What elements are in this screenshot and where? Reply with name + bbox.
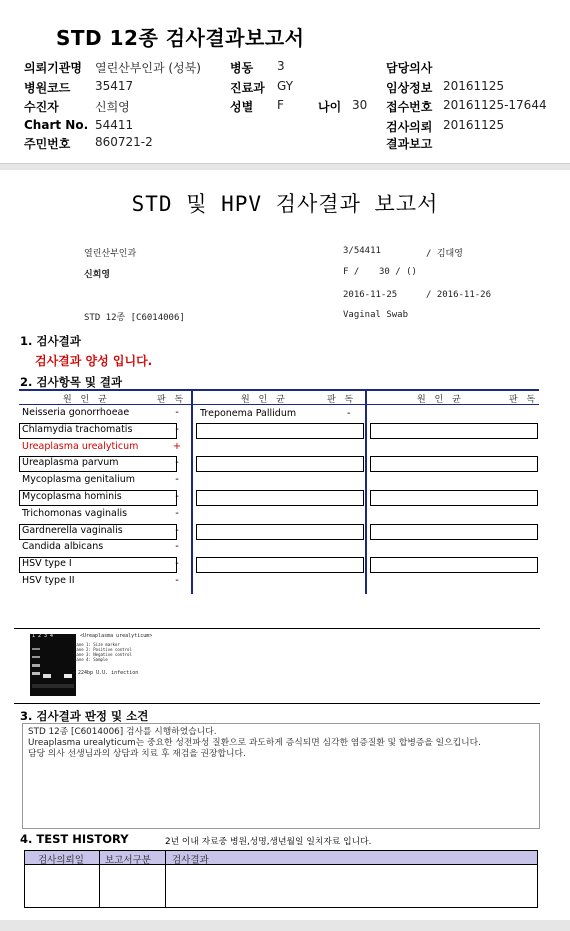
section1-title: 1. 검사결과 xyxy=(20,334,81,348)
ward-value: 3 xyxy=(277,59,285,73)
history-table xyxy=(24,850,538,908)
pathogen-name: Mycoplasma genitalium xyxy=(22,474,136,486)
doctor-label: 담당의사 xyxy=(386,61,433,75)
pathogen-name: Ureaplasma parvum xyxy=(22,457,119,469)
test-code: STD 12종 [C6014006] xyxy=(84,313,185,323)
treponema-name: Treponema Pallidum xyxy=(200,408,297,419)
clinic-name: 열린산부인과 xyxy=(84,249,137,259)
receipt-value: 20161125-17644 xyxy=(443,98,547,112)
gel-band-label: ← 224bp U.U. infection xyxy=(72,670,139,676)
results-table xyxy=(19,389,539,594)
opinion-line-2: Ureaplasma urealyticum는 중요한 성전파성 질환으로 과도하게 증식되면 심각한 염증질환 및 합병증을 일으킵니다. xyxy=(28,738,481,748)
col-pathogen-1: 원 인 균 xyxy=(63,395,110,405)
doctor-name: / 김대영 xyxy=(426,249,463,259)
gel-title: <Ureaplasma urealyticum> xyxy=(80,633,153,639)
patient-value: 신희영 xyxy=(95,100,130,114)
institution-label: 의뢰기관명 xyxy=(24,61,82,75)
history-col-date: 검사의뢰일 xyxy=(38,855,84,866)
pathogen-name: Candida albicans xyxy=(22,541,104,553)
pathogen-result: - xyxy=(175,491,179,502)
pathogen-name: HSV type II xyxy=(22,575,75,586)
pathogen-result: - xyxy=(175,407,179,418)
pathogen-result: - xyxy=(175,457,179,469)
col-pathogen-3: 원 인 균 xyxy=(417,395,464,405)
empty-cell-box xyxy=(196,524,364,540)
bottom-margin xyxy=(0,920,570,931)
gel-lane-numbers: 1 2 3 4 xyxy=(32,633,54,639)
pathogen-result: - xyxy=(175,474,179,486)
date-received: 2016-11-25 xyxy=(343,290,398,300)
chart-value: 54411 xyxy=(95,118,134,132)
report-header xyxy=(0,0,570,164)
opinion-line-3: 담당 의사 선생님과의 상담과 치료 후 재검을 권장합니다. xyxy=(28,749,246,759)
age: 30 / () xyxy=(379,267,417,277)
hospital-code-label: 병원코드 xyxy=(24,81,71,95)
empty-cell-box xyxy=(370,423,538,439)
empty-cell-box xyxy=(370,490,538,506)
empty-cell-box xyxy=(370,524,538,540)
pathogen-name: Chlamydia trachomatis xyxy=(22,423,133,435)
department-value: GY xyxy=(277,79,294,93)
history-col-result: 검사결과 xyxy=(172,855,209,866)
empty-cell-box xyxy=(196,423,364,439)
report-label: 결과보고 xyxy=(386,137,433,151)
pathogen-name: Ureaplasma urealyticum xyxy=(22,440,139,452)
col-judgement-2: 판 독 xyxy=(327,395,357,405)
pathogen-result: - xyxy=(175,558,179,570)
section2-title: 2. 검사항목 및 결과 xyxy=(20,375,123,389)
gel-electrophoresis-image xyxy=(30,634,76,696)
date-reported: / 2016-11-26 xyxy=(426,290,492,300)
opinion-line-1: STD 12종 [C6014006] 검사를 시행하였습니다. xyxy=(28,727,217,737)
gel-image-frame xyxy=(14,628,540,704)
age-value: 30 xyxy=(352,98,368,112)
pathogen-result: - xyxy=(175,524,179,536)
department-label: 진료과 xyxy=(230,81,265,95)
col-pathogen-2: 원 인 균 xyxy=(241,395,288,405)
empty-cell-box xyxy=(196,490,364,506)
pathogen-name: Gardnerella vaginalis xyxy=(22,524,123,536)
history-header xyxy=(25,851,537,865)
pathogen-name: Mycoplasma hominis xyxy=(22,491,122,502)
empty-cell-box xyxy=(370,557,538,573)
report-document xyxy=(0,170,570,920)
empty-cell-box xyxy=(196,456,364,472)
pathogen-name: Neisseria gonorrhoeae xyxy=(22,407,130,418)
sex: F / xyxy=(343,267,360,277)
id-label: 주민번호 xyxy=(24,137,71,151)
section3-title: 3. 검사결과 판정 및 소견 xyxy=(20,709,149,723)
history-col-type: 보고서구분 xyxy=(105,855,151,866)
ward-label: 병동 xyxy=(230,61,254,75)
empty-cell-box xyxy=(370,456,538,472)
header-title: STD 12종 검사결과보고서 xyxy=(56,26,305,50)
age-label: 나이 xyxy=(318,100,342,114)
clinical-info-label: 임상정보 xyxy=(386,81,433,95)
empty-cell-box xyxy=(196,557,364,573)
col-judgement-3: 판 독 xyxy=(509,395,539,405)
receipt-label: 접수번호 xyxy=(386,100,433,114)
col-judgement-1: 판 독 xyxy=(157,395,187,405)
sex-label: 성별 xyxy=(230,100,254,114)
hospital-code-value: 35417 xyxy=(95,79,134,93)
pathogen-result: + xyxy=(172,440,182,452)
positive-message: 검사결과 양성 입니다. xyxy=(35,354,153,368)
request-value: 20161125 xyxy=(443,118,505,132)
patient-name: 신희영 xyxy=(84,270,111,280)
pathogen-result: - xyxy=(175,507,179,519)
section4-title: 4. TEST HISTORY xyxy=(20,832,129,846)
history-note: 2년 이내 자료중 병원,성명,생년월일 일치자료 입니다. xyxy=(165,837,372,847)
pathogen-name: Trichomonas vaginalis xyxy=(22,507,128,519)
pathogen-result: - xyxy=(175,423,179,435)
opinion-box xyxy=(22,723,540,829)
pathogen-name: HSV type I xyxy=(22,558,72,570)
institution-value: 열린산부인과 (성북) xyxy=(95,61,201,75)
id-value: 860721-2 xyxy=(95,135,153,149)
sex-value: F xyxy=(277,98,284,112)
request-label: 검사의뢰 xyxy=(386,120,433,134)
report-title: STD 및 HPV 검사결과 보고서 xyxy=(131,192,439,216)
chart-number: 3/54411 xyxy=(343,246,381,256)
treponema-result: - xyxy=(347,408,351,419)
patient-label: 수진자 xyxy=(24,100,59,114)
clinical-info-value: 20161125 xyxy=(443,79,505,93)
gel-legend: Lane 1: Size marker Lane 2: Positive control Lane 3: Negative control Lane 4: Sample xyxy=(74,642,132,662)
pathogen-result: - xyxy=(175,575,179,586)
pathogen-result: - xyxy=(175,541,179,553)
specimen: Vaginal Swab xyxy=(343,310,409,320)
chart-label: Chart No. xyxy=(24,118,89,132)
